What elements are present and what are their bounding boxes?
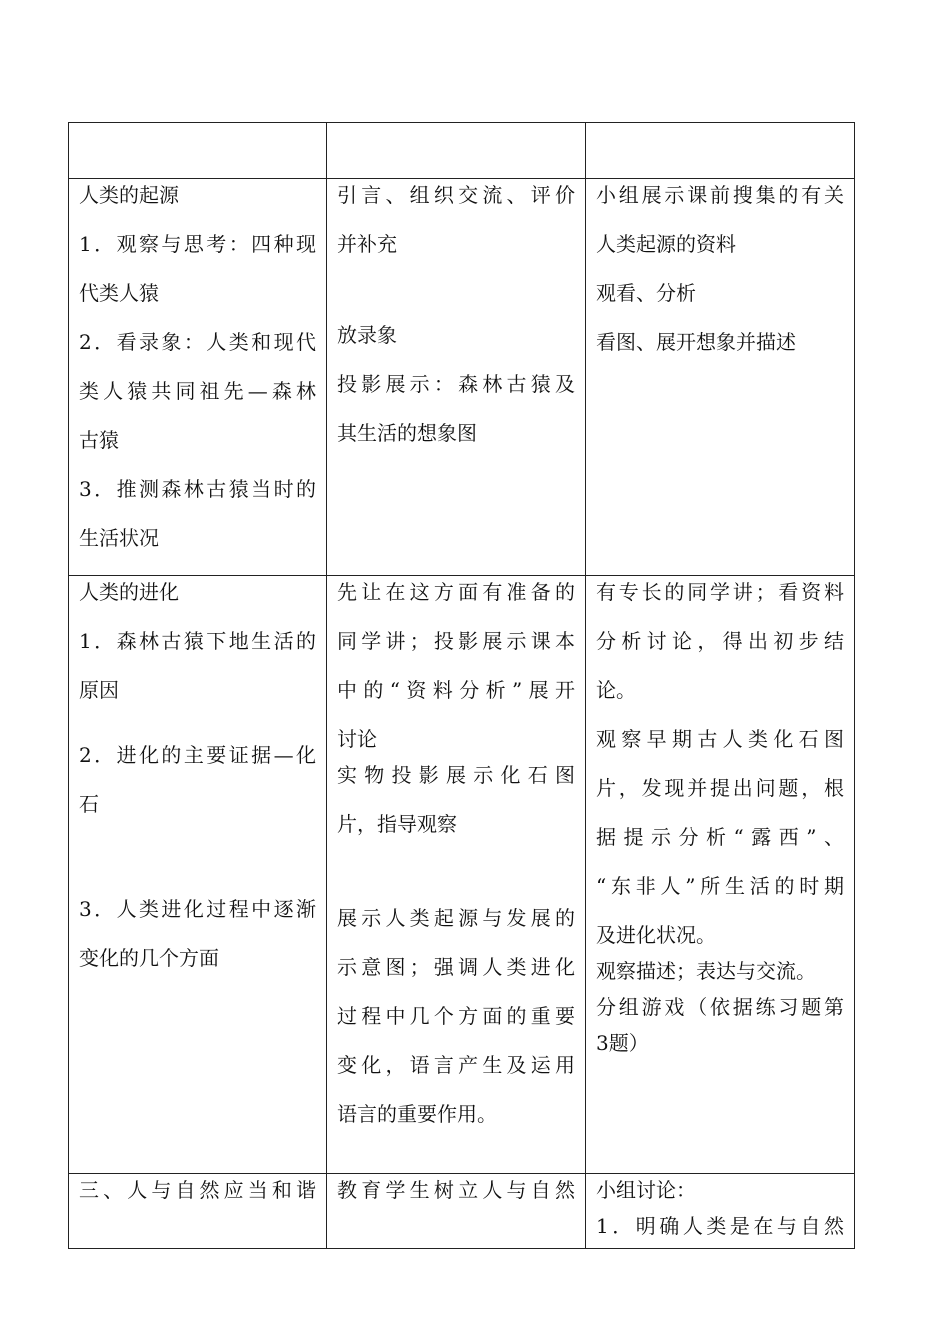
cell-text: 小组讨论：	[596, 1178, 696, 1202]
cell-text: 石	[79, 792, 99, 816]
cell-text: 有专长的同学讲；看资料	[596, 580, 844, 604]
cell-text: 古猿	[79, 428, 119, 452]
table-cell	[327, 123, 586, 179]
table-cell	[586, 179, 855, 576]
table-row	[69, 576, 855, 1174]
cell-text: 并补充	[337, 232, 397, 256]
table-row	[69, 123, 855, 179]
cell-text: 示意图；强调人类进化	[337, 955, 575, 979]
cell-text: 人类的起源	[79, 183, 179, 207]
cell-text: 过程中几个方面的重要	[337, 1004, 575, 1028]
table-row	[69, 1174, 855, 1249]
cell-text: 1．森林古猿下地生活的	[79, 629, 316, 653]
cell-text: 3．人类进化过程中逐渐	[79, 897, 316, 921]
cell-text: 语言的重要作用。	[337, 1102, 497, 1126]
cell-text: “东非人”所生活的时期	[596, 874, 844, 898]
cell-text: 三、人与自然应当和谐	[79, 1178, 316, 1202]
cell-text: 投影展示：森林古猿及	[337, 372, 575, 396]
cell-text: 讨论	[337, 727, 377, 751]
table-cell	[327, 1174, 586, 1249]
cell-text: 片，指导观察	[337, 812, 457, 836]
table-cell	[586, 1174, 855, 1249]
cell-text: 中的“资料分析”展开	[337, 678, 575, 702]
cell-text: 片，发现并提出问题，根	[596, 776, 844, 800]
cell-text: 小组展示课前搜集的有关	[596, 183, 844, 207]
cell-text: 类人猿共同祖先—森林	[79, 379, 316, 403]
table-cell	[69, 1174, 327, 1249]
cell-text: 展示人类起源与发展的	[337, 906, 575, 930]
cell-text: 人类起源的资料	[596, 232, 736, 256]
cell-text: 观察早期古人类化石图	[596, 727, 844, 751]
table-cell	[69, 179, 327, 576]
cell-text: 引言、组织交流、评价	[337, 183, 575, 207]
table-cell	[69, 576, 327, 1174]
cell-text: 原因	[79, 678, 119, 702]
cell-text: 放录象	[337, 323, 397, 347]
table-row	[69, 179, 855, 576]
cell-text: 2．进化的主要证据—化	[79, 743, 316, 767]
cell-text: 人类的进化	[79, 580, 179, 604]
cell-text: 生活状况	[79, 526, 159, 550]
cell-text: 1．观察与思考：四种现	[79, 232, 316, 256]
cell-text: 变化的几个方面	[79, 946, 219, 970]
cell-text: 3题）	[596, 1031, 649, 1055]
cell-text: 其生活的想象图	[337, 421, 477, 445]
cell-text: 分析讨论，得出初步结	[596, 629, 844, 653]
cell-text: 看图、展开想象并描述	[596, 330, 796, 354]
cell-text: 分组游戏（依据练习题第	[596, 995, 844, 1019]
cell-text: 教育学生树立人与自然	[337, 1178, 575, 1202]
cell-text: 2．看录象：人类和现代	[79, 330, 316, 354]
cell-text: 1．明确人类是在与自然	[596, 1214, 844, 1238]
table-cell	[586, 123, 855, 179]
cell-text: 观察描述；表达与交流。	[596, 959, 816, 983]
lesson-plan-table	[68, 122, 855, 1249]
cell-text: 论。	[596, 678, 636, 702]
table-cell	[69, 123, 327, 179]
cell-text: 3．推测森林古猿当时的	[79, 477, 316, 501]
cell-text: 先让在这方面有准备的	[337, 580, 575, 604]
cell-text: 同学讲；投影展示课本	[337, 629, 575, 653]
table-cell	[327, 576, 586, 1174]
table-cell	[586, 576, 855, 1174]
cell-text: 变化，语言产生及运用	[337, 1053, 575, 1077]
table-cell	[327, 179, 586, 576]
cell-text: 据提示分析“露西”、	[596, 825, 844, 849]
cell-text: 及进化状况。	[596, 923, 716, 947]
cell-text: 代类人猿	[79, 281, 159, 305]
cell-text: 观看、分析	[596, 281, 696, 305]
cell-text: 实物投影展示化石图	[337, 763, 575, 787]
